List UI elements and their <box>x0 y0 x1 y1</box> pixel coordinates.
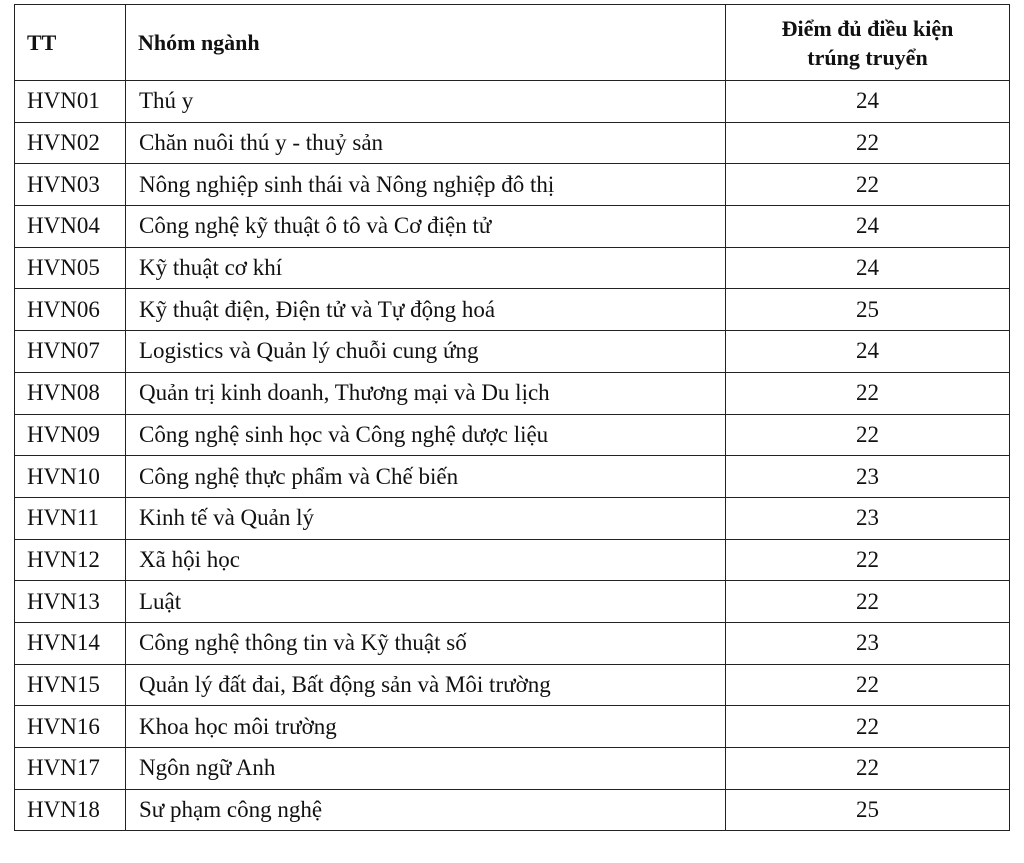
table-row <box>15 748 1010 790</box>
row-score: 23 <box>726 497 1010 539</box>
row-major-group: Quản trị kinh doanh, Thương mại và Du lịch <box>126 372 726 414</box>
header-code: TT <box>15 5 126 81</box>
header-score-line-1: Điểm đủ điều kiện <box>781 15 954 41</box>
table-row <box>15 706 1010 748</box>
table-row <box>15 456 1010 498</box>
header-score-line-2: trúng truyển <box>807 44 928 70</box>
row-major-group: Khoa học môi trường <box>126 706 726 748</box>
row-code: HVN03 <box>15 164 126 206</box>
row-major-group: Luật <box>126 581 726 623</box>
row-code: HVN01 <box>15 81 126 123</box>
row-code: HVN14 <box>15 622 126 664</box>
row-code: HVN09 <box>15 414 126 456</box>
row-major-group: Chăn nuôi thú y - thuỷ sản <box>126 122 726 164</box>
table-row <box>15 497 1010 539</box>
header-qualifying-score <box>726 5 1010 81</box>
table-row <box>15 206 1010 248</box>
row-major-group: Công nghệ sinh học và Công nghệ dược liệu <box>126 414 726 456</box>
table-row <box>15 789 1010 831</box>
table-row <box>15 622 1010 664</box>
table-row <box>15 372 1010 414</box>
row-code: HVN06 <box>15 289 126 331</box>
row-major-group: Sư phạm công nghệ <box>126 789 726 831</box>
table-header <box>15 5 1010 81</box>
row-code: HVN07 <box>15 331 126 373</box>
row-score: 25 <box>726 289 1010 331</box>
row-score: 22 <box>726 748 1010 790</box>
row-code: HVN13 <box>15 581 126 623</box>
row-major-group: Xã hội học <box>126 539 726 581</box>
header-row <box>15 5 1010 81</box>
row-score: 22 <box>726 164 1010 206</box>
row-score: 24 <box>726 81 1010 123</box>
row-code: HVN12 <box>15 539 126 581</box>
table-row <box>15 414 1010 456</box>
admission-score-table <box>14 4 1010 831</box>
row-major-group: Thú y <box>126 81 726 123</box>
row-score: 22 <box>726 372 1010 414</box>
row-score: 22 <box>726 664 1010 706</box>
row-score: 24 <box>726 331 1010 373</box>
row-code: HVN04 <box>15 206 126 248</box>
row-score: 22 <box>726 581 1010 623</box>
row-major-group: Logistics và Quản lý chuỗi cung ứng <box>126 331 726 373</box>
row-score: 22 <box>726 706 1010 748</box>
row-code: HVN11 <box>15 497 126 539</box>
row-code: HVN08 <box>15 372 126 414</box>
table-row <box>15 539 1010 581</box>
row-code: HVN02 <box>15 122 126 164</box>
row-score: 22 <box>726 414 1010 456</box>
row-score: 24 <box>726 206 1010 248</box>
row-code: HVN16 <box>15 706 126 748</box>
table-body <box>15 81 1010 831</box>
row-score: 22 <box>726 122 1010 164</box>
row-score: 23 <box>726 456 1010 498</box>
table-row <box>15 164 1010 206</box>
row-code: HVN17 <box>15 748 126 790</box>
header-major-group: Nhóm ngành <box>126 5 726 81</box>
table-row <box>15 122 1010 164</box>
row-code: HVN15 <box>15 664 126 706</box>
table-row <box>15 289 1010 331</box>
row-code: HVN10 <box>15 456 126 498</box>
table-row <box>15 664 1010 706</box>
row-major-group: Công nghệ thông tin và Kỹ thuật số <box>126 622 726 664</box>
row-major-group: Kỹ thuật điện, Điện tử và Tự động hoá <box>126 289 726 331</box>
row-code: HVN05 <box>15 247 126 289</box>
row-score: 22 <box>726 539 1010 581</box>
table-row <box>15 247 1010 289</box>
row-score: 23 <box>726 622 1010 664</box>
row-major-group: Nông nghiệp sinh thái và Nông nghiệp đô thị <box>126 164 726 206</box>
row-major-group: Công nghệ kỹ thuật ô tô và Cơ điện tử <box>126 206 726 248</box>
row-score: 24 <box>726 247 1010 289</box>
row-major-group: Kinh tế và Quản lý <box>126 497 726 539</box>
row-major-group: Công nghệ thực phẩm và Chế biến <box>126 456 726 498</box>
row-major-group: Ngôn ngữ Anh <box>126 748 726 790</box>
row-score: 25 <box>726 789 1010 831</box>
row-major-group: Kỹ thuật cơ khí <box>126 247 726 289</box>
table-row <box>15 331 1010 373</box>
table-row <box>15 581 1010 623</box>
table-row <box>15 81 1010 123</box>
row-major-group: Quản lý đất đai, Bất động sản và Môi trường <box>126 664 726 706</box>
row-code: HVN18 <box>15 789 126 831</box>
